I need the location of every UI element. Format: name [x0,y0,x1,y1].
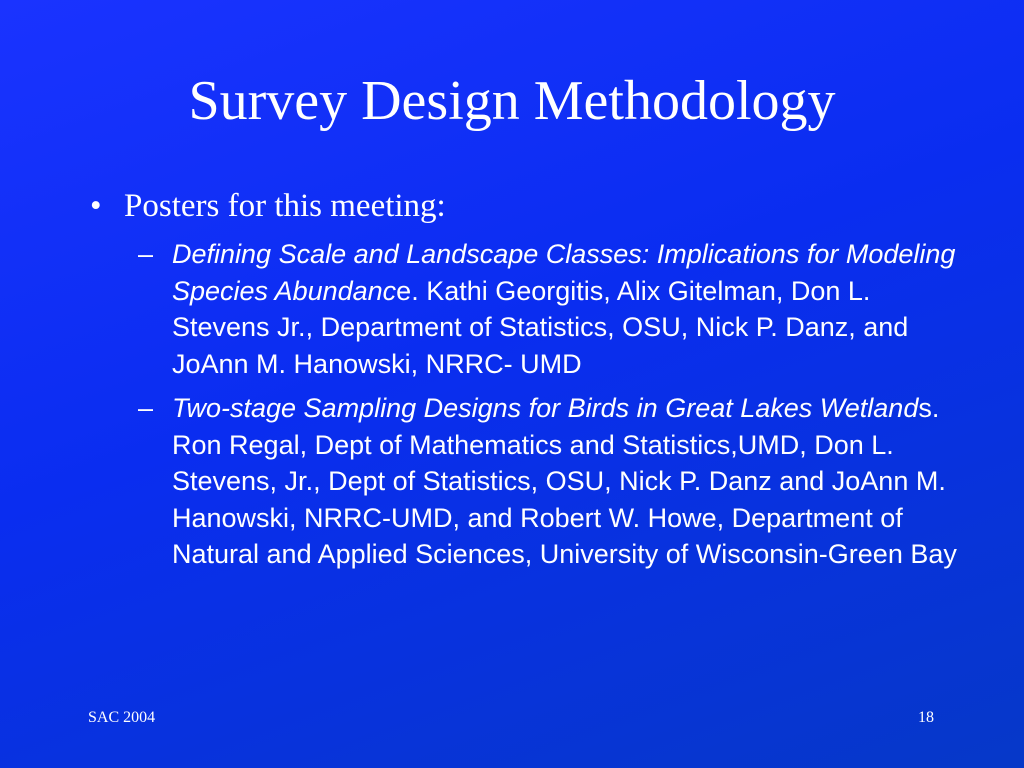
page-number: 18 [918,709,934,726]
slide-title: Survey Design Methodology [188,70,836,132]
poster-list [138,236,958,581]
poster-item [138,390,958,573]
poster-title-tail: s. [918,393,940,423]
dash-marker: – [138,393,154,423]
poster-authors: Ron Regal, Dept of Mathematics and Statistics,UMD, Don L. Stevens, Jr., Dept of Statistics, OSU, Nick P. Danz and JoAnn M. Hanowski, NRRC-UMD, and Robert W. Howe, Department of Natural and Applied Sciences, University of Wisconsin-Green Bay [172,429,957,569]
footer-label: SAC 2004 [88,709,156,726]
bullet-text: Posters for this meeting: [124,188,446,224]
poster-item [138,236,958,382]
dash-marker: – [138,239,154,269]
poster-title: Defining Scale and Landscape Classes: Implications for Modeling Species Abundanc [172,239,956,306]
poster-title-tail: e. [396,275,419,306]
poster-title: Two-stage Sampling Designs for Birds in Great Lakes Wetland [172,393,919,423]
poster-authors: Kathi Georgitis, Alix Gitelman, Don L. Stevens Jr., Department of Statistics, OSU, Nick P. Danz, and JoAnn M. Hanowski, NRRC- UMD [172,275,909,379]
bullet-marker: • [90,188,102,224]
bullet-item [90,186,446,226]
